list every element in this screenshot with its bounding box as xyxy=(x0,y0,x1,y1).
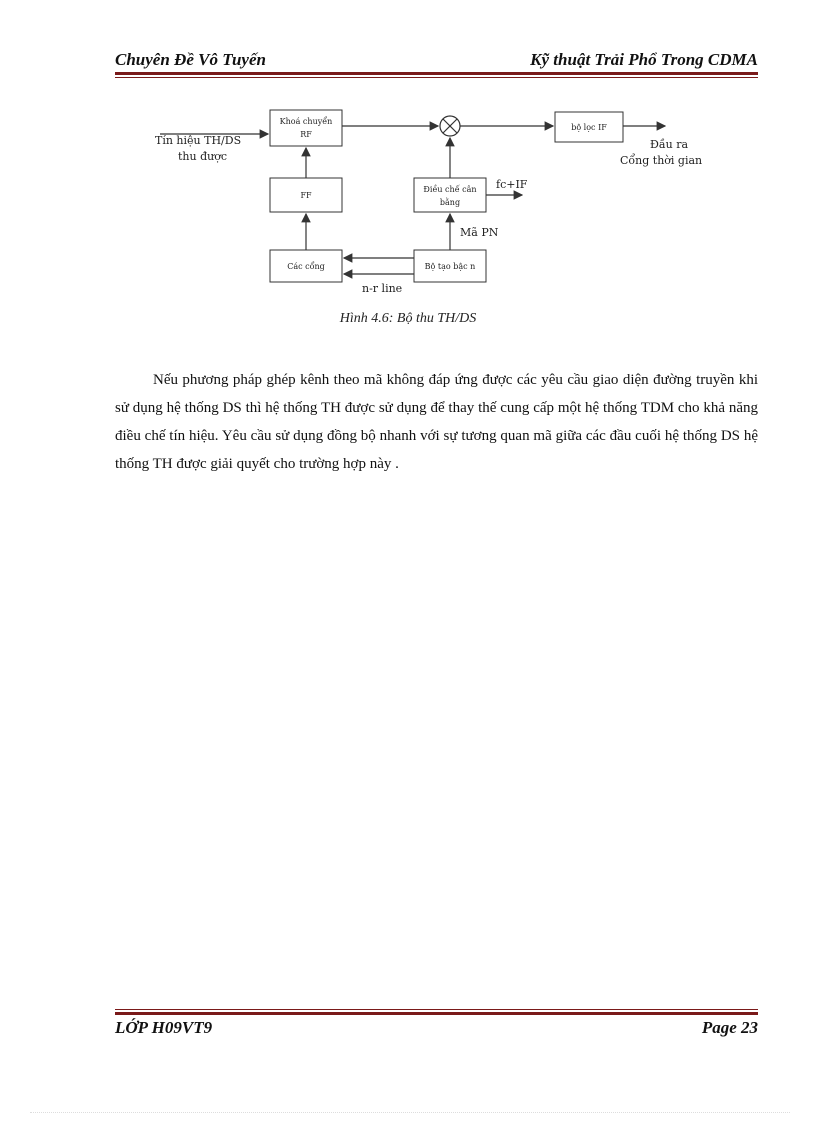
page-footer xyxy=(115,1018,758,1042)
input-label-2: thu được xyxy=(178,150,227,163)
footer-rule-thin xyxy=(115,1009,758,1010)
fc-if-label: fc+IF xyxy=(496,178,528,191)
th-ds-receiver-diagram xyxy=(150,92,730,297)
footer-rule-thick xyxy=(115,1012,758,1015)
rf-switch-block xyxy=(270,110,342,146)
header-rule-thin xyxy=(115,77,758,78)
header-rule-thick xyxy=(115,72,758,75)
figure-caption: Hình 4.6: Bộ thu TH/DS xyxy=(339,311,477,326)
ff-label: FF xyxy=(300,191,312,200)
page-header xyxy=(115,48,758,72)
n-r-line-label: n-r line xyxy=(362,282,403,295)
header-left-title: Chuyên Đề Vô Tuyến xyxy=(115,50,266,69)
footer-class-label: LỚP H09VT9 xyxy=(115,1018,213,1037)
footer-page-number: Page 23 xyxy=(701,1018,758,1037)
balanced-modulator-label-1: Điều chế cân xyxy=(423,185,477,194)
page-bottom-dotted-line xyxy=(30,1112,790,1113)
if-filter-label: bộ lọc IF xyxy=(571,123,607,132)
pn-code-label: Mã PN xyxy=(460,226,499,239)
mixer-icon xyxy=(440,116,460,136)
output-label-1: Đầu ra xyxy=(650,138,689,151)
rf-switch-label-2: RF xyxy=(300,130,312,139)
n-stage-generator-label: Bộ tạo bậc n xyxy=(424,262,476,271)
header-right-title: Kỹ thuật Trải Phổ Trong CDMA xyxy=(530,50,758,69)
body-paragraph: Nếu phương pháp ghép kênh theo mã không đáp ứng được các yêu cầu giao diện đường truyền khi sử dụng hệ thống DS thì hệ thống TH được sử dụng để thay thế cung cấp một hệ thống TDM cho khả năng điều chế tín hiệu. Yêu cầu sử dụng đồng bộ nhanh với sự tương quan mã giữa các đầu cuối hệ thống DS hệ thống TH được giải quyết cho trường hợp này . xyxy=(115,372,758,472)
input-label-1: Tín hiệu TH/DS xyxy=(155,134,242,147)
balanced-modulator-label-2: bằng xyxy=(439,198,461,207)
output-label-2: Cổng thời gian xyxy=(620,154,703,167)
gates-label: Các cổng xyxy=(287,262,325,271)
rf-switch-label-1: Khoá chuyển xyxy=(279,117,333,126)
